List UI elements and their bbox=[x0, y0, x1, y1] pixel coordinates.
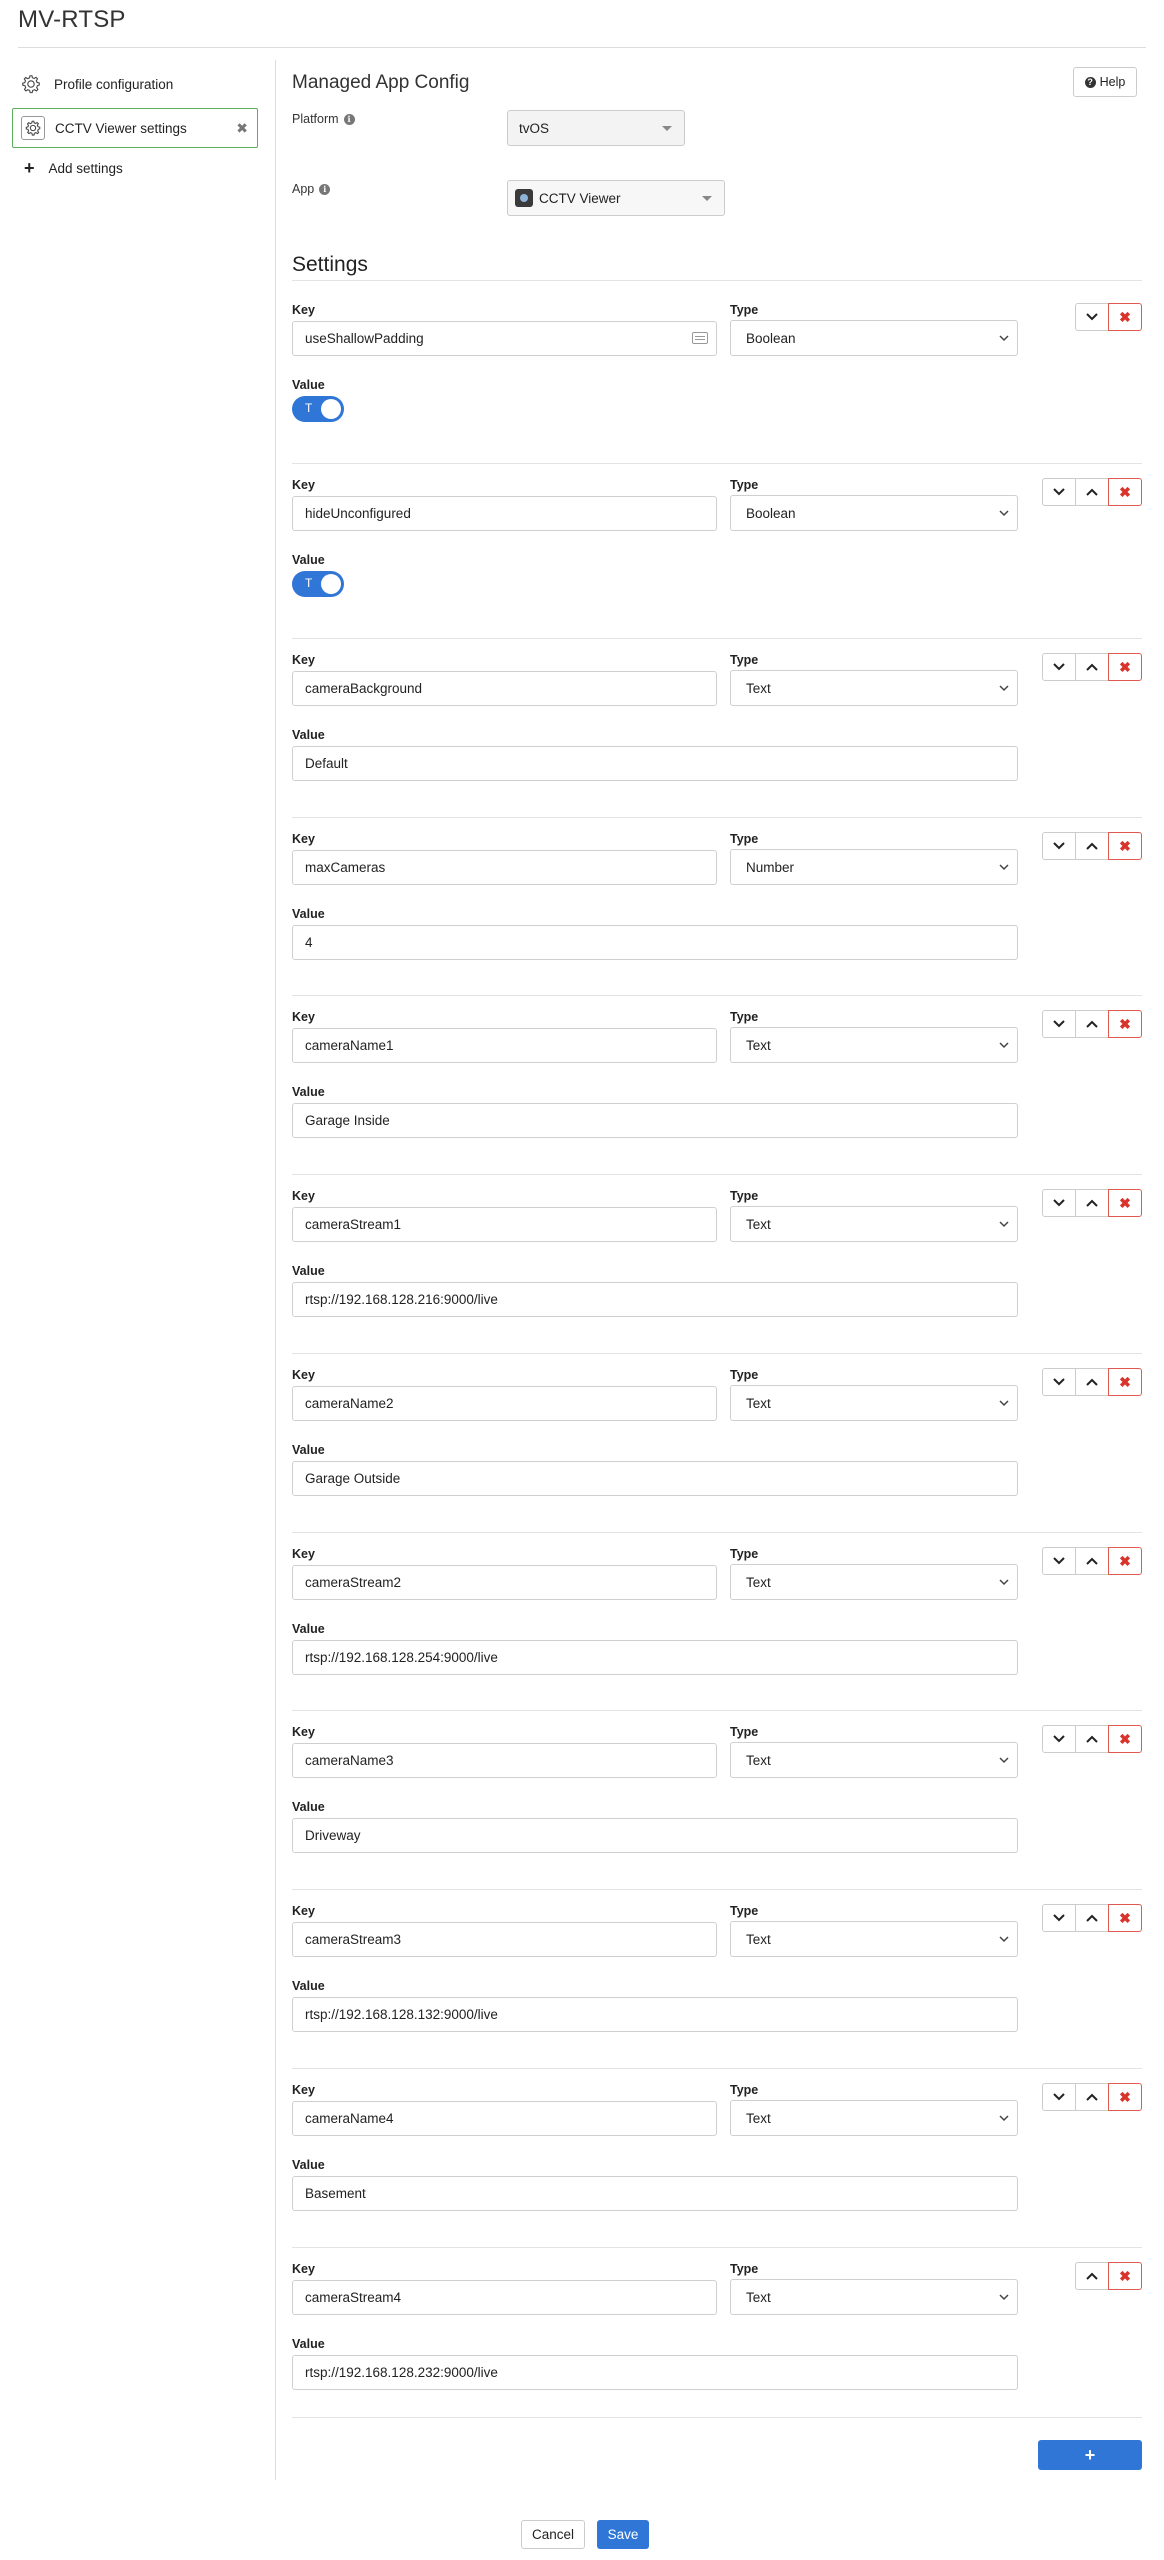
chevron-down-icon bbox=[999, 1931, 1009, 1950]
app-label-text: App bbox=[292, 182, 315, 196]
toggle-knob bbox=[321, 399, 341, 419]
chevron-down-icon bbox=[1053, 1552, 1065, 1570]
key-value: cameraName3 bbox=[305, 1753, 394, 1768]
type-value: Boolean bbox=[746, 505, 796, 521]
close-icon: ✖ bbox=[1119, 2088, 1131, 2105]
value-label: Value bbox=[292, 2158, 325, 2172]
app-dropdown[interactable] bbox=[507, 180, 725, 216]
help-label: Help bbox=[1099, 75, 1126, 89]
key-label: Key bbox=[292, 1904, 315, 1918]
chevron-up-icon bbox=[1086, 1730, 1098, 1748]
chevron-down-icon bbox=[999, 330, 1009, 349]
value-input[interactable] bbox=[292, 2176, 1018, 2211]
key-label: Key bbox=[292, 1010, 315, 1024]
delete-row-button[interactable] bbox=[1108, 1725, 1142, 1753]
chevron-down-icon bbox=[999, 2110, 1009, 2129]
move-down-button[interactable] bbox=[1042, 1725, 1076, 1753]
move-down-button[interactable] bbox=[1042, 1189, 1076, 1217]
question-icon: ? bbox=[1085, 77, 1096, 88]
row-controls bbox=[1042, 653, 1142, 681]
chevron-up-icon bbox=[1086, 1552, 1098, 1570]
type-value: Text bbox=[746, 1931, 771, 1947]
type-select[interactable] bbox=[730, 670, 1018, 706]
key-input[interactable] bbox=[292, 321, 717, 356]
delete-row-button[interactable] bbox=[1108, 2083, 1142, 2111]
delete-row-button[interactable] bbox=[1108, 1904, 1142, 1932]
row-divider bbox=[292, 995, 1142, 996]
value-label: Value bbox=[292, 2337, 325, 2351]
type-select[interactable] bbox=[730, 1027, 1018, 1063]
key-input[interactable] bbox=[292, 1565, 717, 1600]
close-icon: ✖ bbox=[1119, 1730, 1131, 1747]
row-controls bbox=[1075, 303, 1142, 331]
value-text: Garage Inside bbox=[305, 1113, 390, 1128]
type-value: Text bbox=[746, 2110, 771, 2126]
value-toggle[interactable] bbox=[292, 396, 344, 422]
delete-row-button[interactable] bbox=[1108, 1010, 1142, 1038]
value-label: Value bbox=[292, 1085, 325, 1099]
move-down-button[interactable] bbox=[1042, 1904, 1076, 1932]
value-text: rtsp://192.168.128.132:9000/live bbox=[305, 2007, 498, 2022]
row-divider bbox=[292, 2417, 1142, 2418]
chevron-up-icon bbox=[1086, 1909, 1098, 1927]
row-divider bbox=[292, 2068, 1142, 2069]
row-controls bbox=[1042, 1904, 1142, 1932]
type-value: Text bbox=[746, 1752, 771, 1768]
add-settings-button[interactable] bbox=[12, 148, 258, 188]
chevron-down-icon bbox=[1053, 1373, 1065, 1391]
chevron-down-icon bbox=[999, 859, 1009, 878]
key-label: Key bbox=[292, 1368, 315, 1382]
chevron-down-icon bbox=[999, 2289, 1009, 2308]
type-select[interactable] bbox=[730, 2279, 1018, 2315]
key-value: hideUnconfigured bbox=[305, 506, 411, 521]
row-divider bbox=[292, 817, 1142, 818]
move-down-button[interactable] bbox=[1042, 1368, 1076, 1396]
platform-dropdown[interactable] bbox=[507, 110, 685, 146]
settings-divider bbox=[292, 280, 1142, 281]
move-down-button[interactable] bbox=[1042, 2083, 1076, 2111]
delete-row-button[interactable] bbox=[1108, 478, 1142, 506]
move-up-button[interactable] bbox=[1075, 1368, 1109, 1396]
chevron-down-icon bbox=[999, 1752, 1009, 1771]
chevron-up-icon bbox=[1086, 483, 1098, 501]
key-input[interactable] bbox=[292, 1207, 717, 1242]
key-label: Key bbox=[292, 2083, 315, 2097]
chevron-down-icon bbox=[1053, 1015, 1065, 1033]
close-icon: ✖ bbox=[1119, 483, 1131, 500]
chevron-up-icon bbox=[1086, 2267, 1098, 2285]
caret-down-icon bbox=[702, 196, 712, 201]
value-input[interactable] bbox=[292, 2355, 1018, 2390]
chevron-up-icon bbox=[1086, 1194, 1098, 1212]
app-value: CCTV Viewer bbox=[539, 190, 621, 206]
key-value: useShallowPadding bbox=[305, 331, 424, 346]
sidebar-item-cctv-viewer-settings[interactable] bbox=[12, 108, 258, 148]
row-divider bbox=[292, 1174, 1142, 1175]
type-select[interactable] bbox=[730, 2100, 1018, 2136]
key-value: cameraStream3 bbox=[305, 1932, 402, 1947]
value-input[interactable] bbox=[292, 746, 1018, 781]
type-label: Type bbox=[730, 1368, 759, 1382]
key-input[interactable] bbox=[292, 1386, 717, 1421]
chevron-down-icon bbox=[1086, 308, 1098, 326]
key-label: Key bbox=[292, 832, 315, 846]
type-select[interactable] bbox=[730, 849, 1018, 885]
sidebar-divider bbox=[275, 60, 276, 2480]
toggle-knob bbox=[321, 574, 341, 594]
type-label: Type bbox=[730, 303, 759, 317]
delete-row-button[interactable] bbox=[1108, 832, 1142, 860]
value-label: Value bbox=[292, 1264, 325, 1278]
chevron-down-icon bbox=[1053, 1194, 1065, 1212]
chevron-down-icon bbox=[999, 1395, 1009, 1414]
move-up-button[interactable] bbox=[1075, 1547, 1109, 1575]
key-label: Key bbox=[292, 2262, 315, 2276]
type-value: Text bbox=[746, 1037, 771, 1053]
value-label: Value bbox=[292, 1443, 325, 1457]
row-divider bbox=[292, 1353, 1142, 1354]
type-label: Type bbox=[730, 1547, 759, 1561]
type-value: Boolean bbox=[746, 330, 796, 346]
key-value: cameraStream2 bbox=[305, 1575, 402, 1590]
row-divider bbox=[292, 1889, 1142, 1890]
value-label: Value bbox=[292, 907, 325, 921]
type-value: Text bbox=[746, 1216, 771, 1232]
close-icon: ✖ bbox=[1119, 1552, 1131, 1569]
cancel-button[interactable]: Cancel bbox=[521, 2520, 585, 2549]
key-input[interactable] bbox=[292, 1743, 717, 1778]
type-value: Number bbox=[746, 859, 795, 875]
page-title: MV-RTSP bbox=[18, 6, 126, 33]
title-divider bbox=[18, 47, 1146, 48]
key-label: Key bbox=[292, 653, 315, 667]
key-input[interactable] bbox=[292, 2101, 717, 2136]
caret-down-icon bbox=[662, 126, 672, 131]
row-controls bbox=[1042, 2083, 1142, 2111]
platform-value: tvOS bbox=[519, 120, 550, 136]
type-label: Type bbox=[730, 1189, 759, 1203]
type-select[interactable] bbox=[730, 1385, 1018, 1421]
move-up-button[interactable] bbox=[1075, 653, 1109, 681]
section-title: Managed App Config bbox=[292, 72, 470, 93]
close-icon: ✖ bbox=[1119, 2267, 1131, 2284]
chevron-down-icon bbox=[1053, 658, 1065, 676]
sidebar bbox=[12, 64, 258, 188]
delete-row-button[interactable] bbox=[1108, 1547, 1142, 1575]
value-text: Garage Outside bbox=[305, 1471, 401, 1486]
sidebar-item-profile-configuration[interactable] bbox=[12, 64, 258, 104]
type-select[interactable] bbox=[730, 1206, 1018, 1242]
row-divider bbox=[292, 1532, 1142, 1533]
add-row-button[interactable]: + bbox=[1038, 2440, 1142, 2470]
move-down-button[interactable] bbox=[1042, 832, 1076, 860]
value-input[interactable] bbox=[292, 1461, 1018, 1496]
move-up-button[interactable] bbox=[1075, 1189, 1109, 1217]
key-input[interactable] bbox=[292, 671, 717, 706]
delete-row-button[interactable] bbox=[1108, 1189, 1142, 1217]
value-label: Value bbox=[292, 1622, 325, 1636]
value-input[interactable] bbox=[292, 1640, 1018, 1675]
close-icon: ✖ bbox=[1119, 1373, 1131, 1390]
key-label: Key bbox=[292, 1189, 315, 1203]
move-up-button[interactable] bbox=[1075, 2262, 1109, 2290]
value-input[interactable] bbox=[292, 1818, 1018, 1853]
info-icon: i bbox=[319, 184, 330, 195]
value-input[interactable] bbox=[292, 1282, 1018, 1317]
type-label: Type bbox=[730, 1010, 759, 1024]
key-label: Key bbox=[292, 478, 315, 492]
key-value: cameraName4 bbox=[305, 2111, 394, 2126]
value-input[interactable] bbox=[292, 1103, 1018, 1138]
plus-icon: + bbox=[24, 157, 35, 178]
chevron-down-icon bbox=[999, 1216, 1009, 1235]
value-text: rtsp://192.168.128.216:9000/live bbox=[305, 1292, 498, 1307]
key-value: cameraStream1 bbox=[305, 1217, 402, 1232]
type-label: Type bbox=[730, 478, 759, 492]
close-icon: ✖ bbox=[1119, 1194, 1131, 1211]
value-text: 4 bbox=[305, 935, 313, 950]
chevron-up-icon bbox=[1086, 658, 1098, 676]
delete-row-button[interactable] bbox=[1108, 1368, 1142, 1396]
gear-icon bbox=[18, 71, 44, 97]
row-controls bbox=[1042, 1547, 1142, 1575]
platform-label-text: Platform bbox=[292, 112, 339, 126]
move-down-button[interactable] bbox=[1042, 1547, 1076, 1575]
chevron-up-icon bbox=[1086, 2088, 1098, 2106]
move-up-button[interactable] bbox=[1075, 1010, 1109, 1038]
type-value: Text bbox=[746, 1395, 771, 1411]
value-input[interactable] bbox=[292, 925, 1018, 960]
type-select[interactable] bbox=[730, 1742, 1018, 1778]
chevron-down-icon bbox=[999, 1574, 1009, 1593]
value-input[interactable] bbox=[292, 1997, 1018, 2032]
move-up-button[interactable] bbox=[1075, 2083, 1109, 2111]
key-input[interactable] bbox=[292, 2280, 717, 2315]
type-select[interactable] bbox=[730, 495, 1018, 531]
sidebar-item-label: Add settings bbox=[48, 160, 123, 176]
value-label: Value bbox=[292, 553, 325, 567]
type-select[interactable] bbox=[730, 1921, 1018, 1957]
value-text: Driveway bbox=[305, 1828, 361, 1843]
settings-heading: Settings bbox=[292, 253, 368, 276]
value-label: Value bbox=[292, 378, 325, 392]
autofill-icon[interactable] bbox=[692, 332, 708, 344]
move-down-button[interactable] bbox=[1075, 303, 1109, 331]
type-label: Type bbox=[730, 653, 759, 667]
value-text: rtsp://192.168.128.232:9000/live bbox=[305, 2365, 498, 2380]
help-button[interactable] bbox=[1073, 67, 1137, 97]
move-up-button[interactable] bbox=[1075, 1904, 1109, 1932]
row-controls bbox=[1042, 478, 1142, 506]
chevron-down-icon bbox=[1053, 483, 1065, 501]
sidebar-item-label: CCTV Viewer settings bbox=[55, 120, 187, 136]
row-controls bbox=[1042, 832, 1142, 860]
chevron-up-icon bbox=[1086, 1373, 1098, 1391]
key-value: cameraName2 bbox=[305, 1396, 394, 1411]
type-value: Text bbox=[746, 1574, 771, 1590]
key-input[interactable] bbox=[292, 850, 717, 885]
key-input[interactable] bbox=[292, 1922, 717, 1957]
row-controls bbox=[1042, 1368, 1142, 1396]
value-text: Default bbox=[305, 756, 348, 771]
value-text: Basement bbox=[305, 2186, 366, 2201]
type-value: Text bbox=[746, 680, 771, 696]
close-icon: ✖ bbox=[1119, 1909, 1131, 1926]
row-divider bbox=[292, 638, 1142, 639]
key-label: Key bbox=[292, 1725, 315, 1739]
type-label: Type bbox=[730, 1904, 759, 1918]
chevron-down-icon bbox=[999, 680, 1009, 699]
toggle-text: T bbox=[305, 401, 313, 415]
key-value: cameraBackground bbox=[305, 681, 423, 696]
sidebar-item-label: Profile configuration bbox=[54, 76, 174, 92]
row-controls bbox=[1042, 1725, 1142, 1753]
app-label bbox=[292, 182, 330, 196]
move-up-button[interactable] bbox=[1075, 832, 1109, 860]
row-divider bbox=[292, 2247, 1142, 2248]
type-select[interactable] bbox=[730, 1564, 1018, 1600]
platform-label bbox=[292, 112, 355, 126]
chevron-down-icon bbox=[999, 1037, 1009, 1056]
close-icon: ✖ bbox=[1119, 1015, 1131, 1032]
type-select[interactable] bbox=[730, 320, 1018, 356]
value-toggle[interactable] bbox=[292, 571, 344, 597]
close-icon[interactable]: ✖ bbox=[236, 120, 248, 136]
key-value: cameraStream4 bbox=[305, 2290, 402, 2305]
key-input[interactable] bbox=[292, 496, 717, 531]
chevron-down-icon bbox=[1053, 1730, 1065, 1748]
move-up-button[interactable] bbox=[1075, 478, 1109, 506]
delete-row-button[interactable] bbox=[1108, 303, 1142, 331]
chevron-down-icon bbox=[1053, 2088, 1065, 2106]
key-label: Key bbox=[292, 303, 315, 317]
chevron-down-icon bbox=[999, 505, 1009, 524]
value-text: rtsp://192.168.128.254:9000/live bbox=[305, 1650, 498, 1665]
save-button[interactable]: Save bbox=[597, 2520, 649, 2549]
row-controls bbox=[1075, 2262, 1142, 2290]
close-icon: ✖ bbox=[1119, 308, 1131, 325]
gear-icon bbox=[21, 116, 45, 140]
toggle-text: T bbox=[305, 576, 313, 590]
move-down-button[interactable] bbox=[1042, 478, 1076, 506]
type-label: Type bbox=[730, 832, 759, 846]
value-label: Value bbox=[292, 1979, 325, 1993]
chevron-down-icon bbox=[1053, 1909, 1065, 1927]
row-controls bbox=[1042, 1010, 1142, 1038]
row-controls bbox=[1042, 1189, 1142, 1217]
type-label: Type bbox=[730, 2262, 759, 2276]
row-divider bbox=[292, 1710, 1142, 1711]
close-icon: ✖ bbox=[1119, 837, 1131, 854]
value-label: Value bbox=[292, 728, 325, 742]
type-label: Type bbox=[730, 1725, 759, 1739]
info-icon: i bbox=[344, 114, 355, 125]
key-input[interactable] bbox=[292, 1028, 717, 1063]
row-divider bbox=[292, 463, 1142, 464]
key-label: Key bbox=[292, 1547, 315, 1561]
close-icon: ✖ bbox=[1119, 658, 1131, 675]
type-value: Text bbox=[746, 2289, 771, 2305]
value-label: Value bbox=[292, 1800, 325, 1814]
type-label: Type bbox=[730, 2083, 759, 2097]
key-value: maxCameras bbox=[305, 860, 386, 875]
move-down-button[interactable] bbox=[1042, 1010, 1076, 1038]
key-value: cameraName1 bbox=[305, 1038, 394, 1053]
chevron-up-icon bbox=[1086, 837, 1098, 855]
delete-row-button[interactable] bbox=[1108, 653, 1142, 681]
move-up-button[interactable] bbox=[1075, 1725, 1109, 1753]
move-down-button[interactable] bbox=[1042, 653, 1076, 681]
chevron-down-icon bbox=[1053, 837, 1065, 855]
chevron-up-icon bbox=[1086, 1015, 1098, 1033]
app-icon bbox=[515, 189, 533, 207]
delete-row-button[interactable] bbox=[1108, 2262, 1142, 2290]
